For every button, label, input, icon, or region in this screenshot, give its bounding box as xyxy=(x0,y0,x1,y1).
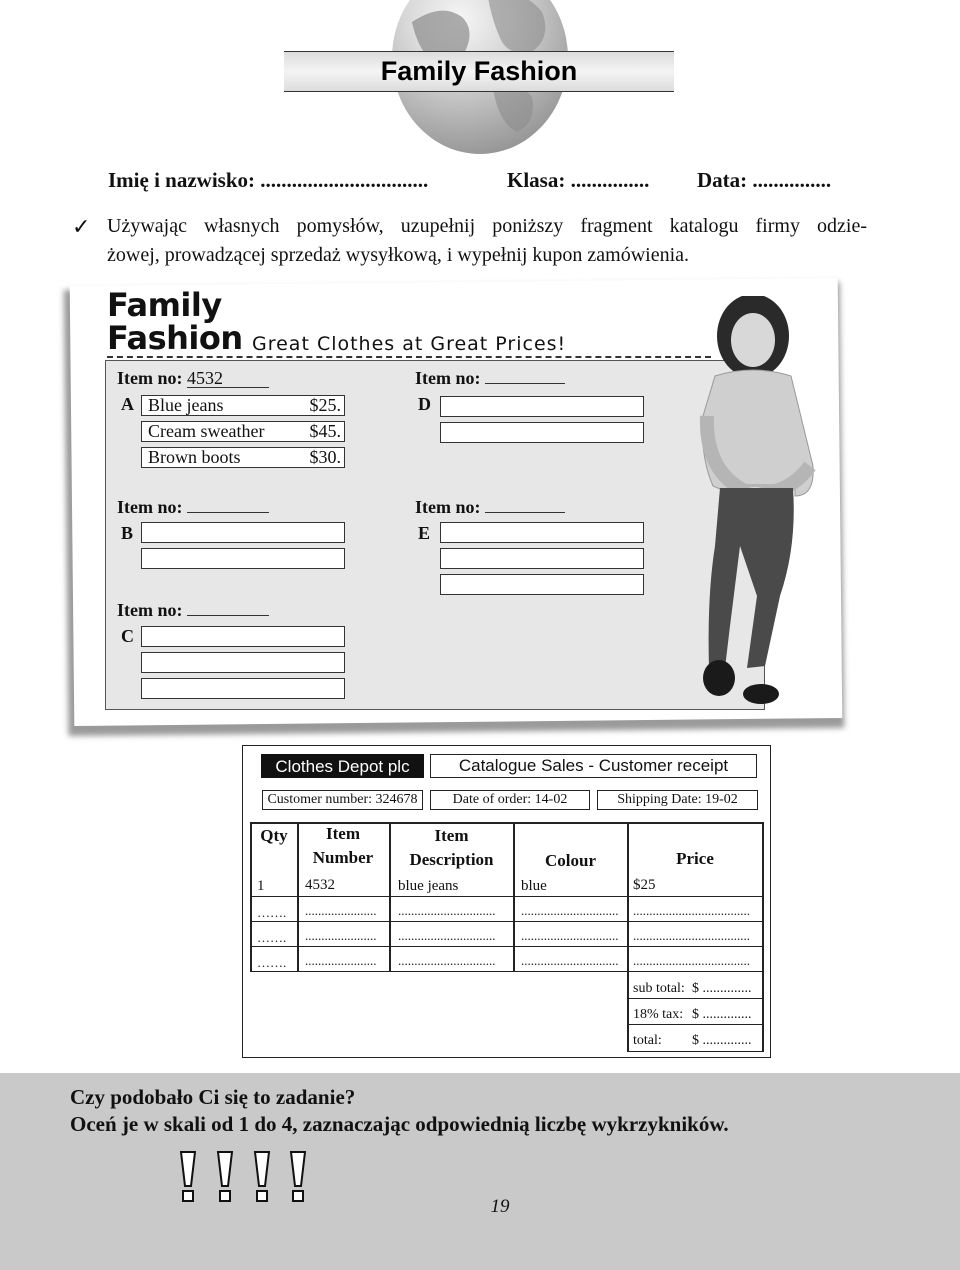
dashed-divider xyxy=(107,356,711,358)
blank-colour[interactable]: .............................. xyxy=(521,903,619,918)
row-divider xyxy=(627,1024,762,1025)
item-no-label: Item no: xyxy=(415,497,481,517)
blank-price[interactable]: .................................... xyxy=(633,903,750,918)
blank-number[interactable]: ...................... xyxy=(305,928,377,943)
row-divider xyxy=(250,971,762,972)
blank-colour[interactable]: .............................. xyxy=(521,928,619,943)
tax-value[interactable]: $ .............. xyxy=(692,1007,752,1022)
row-divider xyxy=(250,921,762,922)
item-no-label: Item no: xyxy=(117,368,183,388)
blank-description[interactable]: .............................. xyxy=(398,953,496,968)
blank-qty[interactable]: ……. xyxy=(257,930,287,945)
item-no-label: Item no: xyxy=(415,368,481,388)
feedback-question-2: Oceń je w skali od 1 do 4, zaznaczając odpowiednią liczbę wykrzykników. xyxy=(70,1112,729,1136)
total-value[interactable]: $ .............. xyxy=(692,1033,752,1048)
section-letter-d: D xyxy=(418,394,431,414)
product-name: Brown boots xyxy=(148,447,241,467)
section-letter-c: C xyxy=(121,626,134,646)
exclamation-icon-2[interactable] xyxy=(212,1150,238,1204)
blank-field-c1[interactable] xyxy=(141,626,345,647)
table-right-border xyxy=(762,822,764,1052)
item-no-e xyxy=(415,497,565,518)
header-qty: Qty xyxy=(260,826,288,845)
product-price: $45. xyxy=(309,421,341,441)
blank-field-e1[interactable] xyxy=(440,522,644,543)
blank-field-e2[interactable] xyxy=(440,548,644,569)
item-no-label: Item no: xyxy=(117,600,183,620)
item-no-b xyxy=(117,497,269,518)
tax-label: 18% tax: xyxy=(633,1007,684,1022)
blank-number[interactable]: ...................... xyxy=(305,903,377,918)
col-divider xyxy=(513,822,515,972)
order-date: Date of order: 14-02 xyxy=(430,790,590,810)
shipping-date: Shipping Date: 19-02 xyxy=(597,790,758,810)
row-divider xyxy=(250,896,762,897)
slogan: Great Clothes at Great Prices! xyxy=(252,333,567,355)
product-price: $25. xyxy=(309,395,341,415)
row1-description: blue jeans xyxy=(398,878,459,894)
model-photo xyxy=(685,296,835,708)
subtotal-label: sub total: xyxy=(633,981,685,996)
blank-field-c3[interactable] xyxy=(141,678,345,699)
row1-colour: blue xyxy=(521,878,547,894)
header-item-number: Item Number xyxy=(312,824,374,867)
blank-colour[interactable]: .............................. xyxy=(521,953,619,968)
blank-field-b2[interactable] xyxy=(141,548,345,569)
row-divider xyxy=(250,946,762,947)
item-no-d xyxy=(415,368,565,389)
section-letter-e: E xyxy=(418,523,431,543)
header-colour: Colour xyxy=(545,851,596,870)
blank-qty[interactable]: ……. xyxy=(257,955,287,970)
exclamation-icon-1[interactable] xyxy=(175,1150,201,1204)
blank-price[interactable]: .................................... xyxy=(633,953,750,968)
section-letter-b: B xyxy=(121,523,134,543)
total-label: total: xyxy=(633,1033,662,1048)
company-name: Clothes Depot plc xyxy=(261,754,424,778)
item-no-c xyxy=(117,600,269,621)
item-no-value-e[interactable] xyxy=(485,512,565,513)
title-band xyxy=(284,51,674,92)
item-no-value-b[interactable] xyxy=(187,512,269,513)
subtotal-value[interactable]: $ .............. xyxy=(692,981,752,996)
row1-price: $25 xyxy=(633,877,656,893)
blank-field-b1[interactable] xyxy=(141,522,345,543)
blank-field-e3[interactable] xyxy=(440,574,644,595)
brand-logo xyxy=(107,286,243,357)
checkmark-icon: ✓ xyxy=(72,214,91,239)
row-divider xyxy=(627,1051,762,1052)
product-price: $30. xyxy=(309,447,341,467)
product-row-a2 xyxy=(141,421,345,442)
name-field-label: Imię i nazwisko: ................................ xyxy=(108,168,429,192)
instruction-line-1: Używając własnych pomysłów, uzupełnij poniższy fragment katalogu firmy odzie- xyxy=(107,215,867,237)
blank-field-d2[interactable] xyxy=(440,422,644,443)
row1-qty: 1 xyxy=(257,878,265,894)
customer-number: Customer number: 324678 xyxy=(262,790,423,810)
blank-number[interactable]: ...................... xyxy=(305,953,377,968)
class-field-label: Klasa: ............... xyxy=(507,168,650,192)
page-title: Family Fashion xyxy=(380,56,578,86)
blank-price[interactable]: .................................... xyxy=(633,928,750,943)
exclamation-icon-4[interactable] xyxy=(285,1150,311,1204)
header-item-description: Item Description xyxy=(409,826,494,869)
product-row-a1 xyxy=(141,395,345,416)
row-divider xyxy=(627,998,762,999)
product-row-a3 xyxy=(141,447,345,468)
product-name: Blue jeans xyxy=(148,395,224,415)
brand-line-1: Family xyxy=(107,286,222,324)
receipt-subtitle: Catalogue Sales - Customer receipt xyxy=(430,754,757,778)
product-name: Cream sweather xyxy=(148,421,265,441)
instruction-line-2: żowej, prowadzącej sprzedaż wysyłkową, i wypełnij kupon zamówienia. xyxy=(107,244,690,266)
section-letter-a: A xyxy=(121,394,134,414)
item-no-value-d[interactable] xyxy=(485,383,565,384)
item-no-value-a[interactable]: 4532 xyxy=(187,370,269,388)
row1-number: 4532 xyxy=(305,877,335,893)
page-number: 19 xyxy=(490,1196,510,1217)
header-price: Price xyxy=(676,849,714,868)
brand-line-2: Fashion xyxy=(107,319,243,357)
item-no-value-c[interactable] xyxy=(187,615,269,616)
item-no-label: Item no: xyxy=(117,497,183,517)
item-no-a xyxy=(117,368,269,389)
blank-qty[interactable]: ……. xyxy=(257,905,287,920)
blank-field-d1[interactable] xyxy=(440,396,644,417)
feedback-question-1: Czy podobało Ci się to zadanie? xyxy=(70,1085,356,1109)
blank-description[interactable]: .............................. xyxy=(398,903,496,918)
exclamation-icon-3[interactable] xyxy=(249,1150,275,1204)
date-field-label: Data: ............... xyxy=(697,168,832,192)
blank-description[interactable]: .............................. xyxy=(398,928,496,943)
blank-field-c2[interactable] xyxy=(141,652,345,673)
